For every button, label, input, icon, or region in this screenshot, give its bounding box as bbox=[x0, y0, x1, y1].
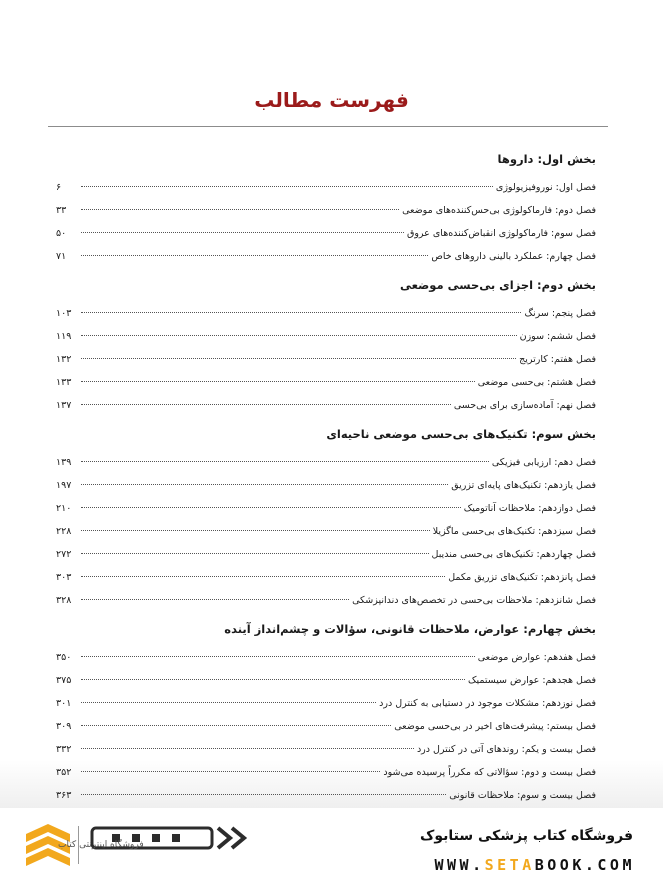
url-prefix: WWW. bbox=[434, 856, 485, 874]
page-number: ۱۳۳ bbox=[56, 377, 72, 388]
title-divider bbox=[48, 126, 608, 127]
page-number: ۱۱۹ bbox=[56, 331, 72, 342]
chapter-title: فصل چهارم: عملکرد بالینی داروهای خاص bbox=[431, 251, 596, 262]
dot-leader bbox=[81, 381, 475, 382]
toc-entry bbox=[56, 761, 596, 784]
section-title: بخش دوم: اجزای بی‌حسی موضعی bbox=[400, 278, 596, 292]
page-number: ۷۱ bbox=[56, 251, 67, 262]
dot-leader bbox=[81, 599, 349, 600]
toc-entry bbox=[56, 325, 596, 348]
dot-leader bbox=[81, 794, 446, 795]
page-number: ۱۰۳ bbox=[56, 308, 72, 319]
page-number: ۳۷۵ bbox=[56, 675, 72, 686]
section-title: بخش سوم: تکنیک‌های بی‌حسی موضعی ناحیه‌ای bbox=[326, 427, 596, 441]
toc-entry bbox=[56, 566, 596, 589]
page-number: ۳۲۸ bbox=[56, 595, 72, 606]
dot-leader bbox=[81, 553, 429, 554]
toc-section bbox=[56, 148, 596, 268]
chapter-title: فصل سوم: فارماکولوژی انقباض‌کننده‌های عروق bbox=[406, 228, 596, 239]
chapter-title: فصل نهم: آماده‌سازی برای بی‌حسی bbox=[453, 400, 596, 411]
dot-leader bbox=[81, 656, 475, 657]
chapter-title: فصل دوازدهم: ملاحظات آناتومیک bbox=[463, 503, 596, 514]
dot-leader bbox=[81, 461, 489, 462]
chapter-title: فصل نوزدهم: مشکلات موجود در دستیابی به کنترل درد bbox=[379, 698, 596, 709]
store-url[interactable] bbox=[435, 856, 636, 874]
page-number: ۱۳۲ bbox=[56, 354, 72, 365]
dot-leader bbox=[81, 358, 516, 359]
dot-leader bbox=[81, 507, 461, 508]
page-number: ۳۰۱ bbox=[56, 698, 72, 709]
toc-entry bbox=[56, 784, 596, 807]
toc-entry bbox=[56, 738, 596, 761]
dot-leader bbox=[81, 576, 445, 577]
dot-leader bbox=[81, 255, 428, 256]
toc-entry bbox=[56, 692, 596, 715]
chapter-title: فصل هجدهم: عوارض سیستمیک bbox=[467, 675, 596, 686]
chapter-title: فصل دهم: ارزیابی فیزیکی bbox=[491, 457, 596, 468]
toc-section bbox=[56, 618, 596, 807]
chapter-title: فصل سیزدهم: تکنیک‌های بی‌حسی ماگزیلا bbox=[432, 526, 596, 537]
toc-entry bbox=[56, 646, 596, 669]
url-accent: SETA bbox=[484, 856, 535, 874]
page-number: ۳۰۳ bbox=[56, 572, 72, 583]
page-number: ۳۵۲ bbox=[56, 767, 72, 778]
toc-entry bbox=[56, 497, 596, 520]
store-footer bbox=[0, 808, 663, 879]
page-number: ۳۰۹ bbox=[56, 721, 72, 732]
dot-leader bbox=[81, 484, 448, 485]
chapter-title: فصل هشتم: بی‌حسی موضعی bbox=[477, 377, 596, 388]
toc-entry bbox=[56, 543, 596, 566]
dot-leader bbox=[81, 335, 517, 336]
toc-entry bbox=[56, 302, 596, 325]
page-number: ۱۳۷ bbox=[56, 400, 72, 411]
toc-entry bbox=[56, 371, 596, 394]
dot-leader bbox=[81, 725, 391, 726]
url-suffix: BOOK.COM bbox=[534, 856, 635, 874]
table-of-contents bbox=[56, 148, 596, 807]
page-number: ۳۳۲ bbox=[56, 744, 72, 755]
dot-leader bbox=[81, 748, 414, 749]
toc-entry bbox=[56, 199, 596, 222]
chapter-title: فصل بیستم: پیشرفت‌های اخیر در بی‌حسی موضعی bbox=[394, 721, 596, 732]
dot-leader bbox=[81, 209, 399, 210]
chapter-title: فصل بیست و یکم: روندهای آتی در کنترل درد bbox=[416, 744, 596, 755]
logo-tagline: فروشگاه اینترنتی کتاب bbox=[58, 840, 144, 850]
chapter-title: فصل هفتم: کارتریج bbox=[519, 354, 596, 365]
page-number: ۶ bbox=[56, 182, 62, 193]
dot-leader bbox=[81, 186, 493, 187]
chapter-title: فصل بیست و دوم: سؤالاتی که مکرراً پرسیده می‌شود bbox=[383, 767, 596, 778]
dot-leader bbox=[81, 404, 451, 405]
toc-entry bbox=[56, 176, 596, 199]
chapter-title: فصل پنجم: سرنگ bbox=[524, 308, 596, 319]
chapter-title: فصل ششم: سوزن bbox=[519, 331, 596, 342]
toc-section bbox=[56, 423, 596, 612]
page-number: ۲۲۸ bbox=[56, 526, 72, 537]
page-number: ۲۱۰ bbox=[56, 503, 72, 514]
dot-leader bbox=[81, 530, 430, 531]
toc-entry bbox=[56, 589, 596, 612]
toc-entry bbox=[56, 520, 596, 543]
chapter-title: فصل اول: نوروفیزیولوژی bbox=[495, 182, 596, 193]
toc-entry bbox=[56, 348, 596, 371]
page-number: ۱۹۷ bbox=[56, 480, 72, 491]
toc-entry bbox=[56, 451, 596, 474]
page-number: ۵۰ bbox=[56, 228, 67, 239]
section-title: بخش چهارم: عوارض، ملاحظات قانونی، سؤالات و چشم‌انداز آینده bbox=[224, 622, 596, 636]
page-number: ۳۵۰ bbox=[56, 652, 72, 663]
toc-section bbox=[56, 274, 596, 417]
page-number: ۲۷۲ bbox=[56, 549, 72, 560]
dot-leader bbox=[81, 771, 380, 772]
dot-leader bbox=[81, 312, 521, 313]
store-name: فروشگاه کتاب پزشکی ستابوک bbox=[420, 828, 633, 844]
dot-leader bbox=[81, 679, 465, 680]
toc-entry bbox=[56, 474, 596, 497]
chapter-title: فصل بیست و سوم: ملاحظات قانونی bbox=[449, 790, 596, 801]
page-number: ۳۳ bbox=[56, 205, 67, 216]
chapter-title: فصل هفدهم: عوارض موضعی bbox=[477, 652, 596, 663]
chapter-title: فصل چهاردهم: تکنیک‌های بی‌حسی مندیبل bbox=[431, 549, 596, 560]
toc-entry bbox=[56, 669, 596, 692]
section-title: بخش اول: داروها bbox=[497, 152, 596, 166]
toc-entry bbox=[56, 222, 596, 245]
chapter-title: فصل پانزدهم: تکنیک‌های تزریق مکمل bbox=[448, 572, 596, 583]
page-title: فهرست مطالب bbox=[254, 88, 409, 112]
page-number: ۳۶۳ bbox=[56, 790, 72, 801]
chapter-title: فصل یازدهم: تکنیک‌های پایه‌ای تزریق bbox=[451, 480, 596, 491]
page-number: ۱۳۹ bbox=[56, 457, 72, 468]
dot-leader bbox=[81, 232, 404, 233]
toc-entry bbox=[56, 394, 596, 417]
toc-entry bbox=[56, 245, 596, 268]
toc-entry bbox=[56, 715, 596, 738]
chapter-title: فصل دوم: فارماکولوژی بی‌حس‌کننده‌های موضعی bbox=[402, 205, 596, 216]
dot-leader bbox=[81, 702, 376, 703]
chapter-title: فصل شانزدهم: ملاحظات بی‌حسی در تخصص‌های دندانپزشکی bbox=[352, 595, 596, 606]
